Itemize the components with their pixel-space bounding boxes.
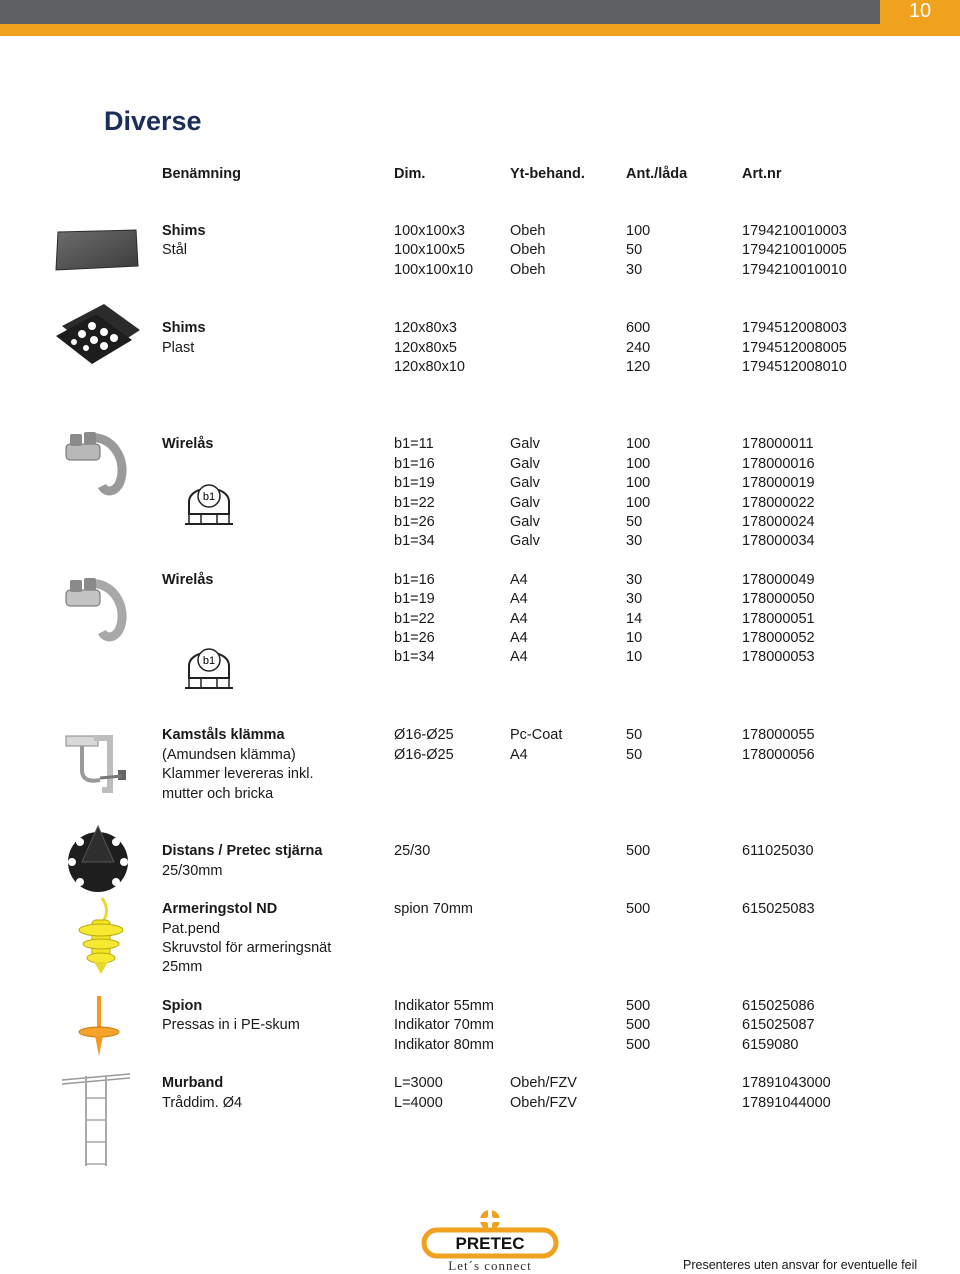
artnr-cell: 178000019 bbox=[742, 475, 815, 491]
artnr-cell: 17891043000 bbox=[742, 1075, 831, 1091]
surface-cell: A4 bbox=[510, 747, 528, 763]
wire-rope-clip-image bbox=[58, 572, 136, 644]
item-name: Shims bbox=[162, 320, 206, 336]
diagram-label: b1 bbox=[202, 491, 216, 503]
dim-cell: b1=11 bbox=[394, 436, 434, 452]
surface-cell: Galv bbox=[510, 456, 540, 472]
surface-cell: A4 bbox=[510, 630, 528, 646]
dim-cell: Indikator 70mm bbox=[394, 1017, 494, 1033]
dim-cell: b1=22 bbox=[394, 611, 435, 627]
qty-cell: 100 bbox=[626, 436, 651, 452]
rebar-clamp-image bbox=[64, 730, 130, 796]
dim-cell: L=3000 bbox=[394, 1075, 443, 1091]
qty-cell: 30 bbox=[626, 262, 643, 278]
header-name: Benämning bbox=[162, 166, 241, 182]
artnr-cell: 178000016 bbox=[742, 456, 815, 472]
dim-cell: b1=19 bbox=[394, 475, 435, 491]
surface-cell: A4 bbox=[510, 611, 528, 627]
item-name-line: Skruvstol för armeringsnät bbox=[162, 940, 332, 956]
clip-dimension-diagram bbox=[183, 640, 235, 692]
qty-cell: 14 bbox=[626, 611, 643, 627]
qty-cell: 500 bbox=[626, 1037, 651, 1053]
dim-cell: b1=34 bbox=[394, 649, 435, 665]
logo-tagline: Let´s connect bbox=[448, 1258, 532, 1273]
artnr-cell: 178000052 bbox=[742, 630, 815, 646]
dim-cell: 120x80x5 bbox=[394, 340, 457, 356]
item-name: Wirelås bbox=[162, 436, 214, 452]
qty-cell: 30 bbox=[626, 533, 643, 549]
surface-cell: Galv bbox=[510, 436, 540, 452]
qty-cell: 500 bbox=[626, 998, 651, 1014]
item-name: Armeringstol ND bbox=[162, 901, 278, 917]
dim-cell: Indikator 80mm bbox=[394, 1037, 494, 1053]
plastic-shim-plate-image bbox=[52, 300, 144, 368]
item-name: Wirelås bbox=[162, 572, 214, 588]
murband-ladder-image bbox=[58, 1068, 134, 1170]
footer-disclaimer: Presenteres uten ansvar for eventuelle feil bbox=[683, 1258, 918, 1272]
surface-cell: Obeh/FZV bbox=[510, 1095, 577, 1111]
dim-cell: spion 70mm bbox=[394, 901, 473, 917]
artnr-cell: 178000022 bbox=[742, 495, 815, 511]
artnr-cell: 1794512008005 bbox=[742, 340, 847, 356]
surface-cell: Galv bbox=[510, 495, 540, 511]
item-name-line: Tråddim. Ø4 bbox=[162, 1095, 243, 1111]
surface-cell: Obeh/FZV bbox=[510, 1075, 577, 1091]
item-name-line: Pat.pend bbox=[162, 921, 221, 937]
header-surface: Yt-behand. bbox=[510, 166, 585, 182]
item-name-line: 25/30mm bbox=[162, 863, 223, 879]
dim-cell: b1=16 bbox=[394, 572, 435, 588]
dim-cell: b1=22 bbox=[394, 495, 435, 511]
qty-cell: 500 bbox=[626, 843, 651, 859]
dim-cell: b1=19 bbox=[394, 591, 435, 607]
top-bar bbox=[0, 0, 960, 24]
item-name: Kamståls klämma bbox=[162, 727, 285, 743]
steel-shim-plate-image bbox=[52, 226, 142, 274]
artnr-cell: 178000056 bbox=[742, 747, 815, 763]
page-number: 10 bbox=[880, 0, 960, 36]
qty-cell: 30 bbox=[626, 591, 643, 607]
qty-cell: 10 bbox=[626, 649, 643, 665]
dim-cell: b1=34 bbox=[394, 533, 435, 549]
surface-cell: Galv bbox=[510, 475, 540, 491]
surface-cell: A4 bbox=[510, 591, 528, 607]
wire-rope-clip-image bbox=[58, 426, 136, 498]
qty-cell: 30 bbox=[626, 572, 643, 588]
artnr-cell: 1794512008003 bbox=[742, 320, 847, 336]
dim-cell: 120x80x3 bbox=[394, 320, 457, 336]
logo-name: PRETEC bbox=[455, 1234, 525, 1253]
artnr-cell: 615025087 bbox=[742, 1017, 815, 1033]
qty-cell: 600 bbox=[626, 320, 651, 336]
artnr-cell: 615025086 bbox=[742, 998, 815, 1014]
artnr-cell: 178000055 bbox=[742, 727, 815, 743]
artnr-cell: 615025083 bbox=[742, 901, 815, 917]
item-name-line: Klammer levereras inkl. bbox=[162, 766, 314, 782]
page-title: Diverse bbox=[104, 106, 202, 136]
artnr-cell: 1794210010010 bbox=[742, 262, 847, 278]
clip-dimension-diagram bbox=[183, 476, 235, 528]
spion-pin-image bbox=[76, 994, 122, 1058]
dim-cell: 120x80x10 bbox=[394, 359, 465, 375]
qty-cell: 240 bbox=[626, 340, 651, 356]
artnr-cell: 1794210010003 bbox=[742, 223, 847, 239]
artnr-cell: 178000024 bbox=[742, 514, 815, 530]
item-name: Shims bbox=[162, 223, 206, 239]
qty-cell: 500 bbox=[626, 901, 651, 917]
artnr-cell: 178000053 bbox=[742, 649, 815, 665]
qty-cell: 100 bbox=[626, 223, 651, 239]
artnr-cell: 178000050 bbox=[742, 591, 815, 607]
surface-cell: A4 bbox=[510, 572, 528, 588]
dim-cell: 100x100x10 bbox=[394, 262, 474, 278]
surface-cell: Obeh bbox=[510, 223, 546, 239]
dim-cell: Indikator 55mm bbox=[394, 998, 494, 1014]
header-dim: Dim. bbox=[394, 166, 426, 182]
surface-cell: Galv bbox=[510, 533, 540, 549]
item-name-line: (Amundsen klämma) bbox=[162, 747, 296, 763]
qty-cell: 500 bbox=[626, 1017, 651, 1033]
artnr-cell: 6159080 bbox=[742, 1037, 799, 1053]
dim-cell: b1=26 bbox=[394, 514, 435, 530]
surface-cell: Galv bbox=[510, 514, 540, 530]
dim-cell: L=4000 bbox=[394, 1095, 443, 1111]
qty-cell: 50 bbox=[626, 242, 643, 258]
dim-cell: Ø16-Ø25 bbox=[394, 747, 454, 763]
item-name: Murband bbox=[162, 1075, 224, 1091]
item-name: Distans / Pretec stjärna bbox=[162, 843, 323, 859]
qty-cell: 100 bbox=[626, 456, 651, 472]
qty-cell: 100 bbox=[626, 495, 651, 511]
header-qty: Ant./låda bbox=[626, 166, 688, 182]
surface-cell: Obeh bbox=[510, 242, 546, 258]
dim-cell: b1=16 bbox=[394, 456, 435, 472]
accent-bar bbox=[0, 24, 960, 36]
qty-cell: 50 bbox=[626, 514, 643, 530]
dim-cell: 100x100x5 bbox=[394, 242, 465, 258]
surface-cell: A4 bbox=[510, 649, 528, 665]
item-name: Spion bbox=[162, 998, 203, 1014]
dim-cell: 100x100x3 bbox=[394, 223, 465, 239]
surface-cell: Pc-Coat bbox=[510, 727, 563, 743]
qty-cell: 50 bbox=[626, 747, 643, 763]
artnr-cell: 178000051 bbox=[742, 611, 815, 627]
artnr-cell: 1794512008010 bbox=[742, 359, 847, 375]
logo-emblem-icon bbox=[480, 1210, 500, 1230]
dim-cell: b1=26 bbox=[394, 630, 435, 646]
artnr-cell: 1794210010005 bbox=[742, 242, 847, 258]
artnr-cell: 178000011 bbox=[742, 436, 814, 452]
artnr-cell: 611025030 bbox=[742, 843, 814, 859]
dim-cell: Ø16-Ø25 bbox=[394, 727, 454, 743]
artnr-cell: 178000034 bbox=[742, 533, 815, 549]
qty-cell: 100 bbox=[626, 475, 651, 491]
qty-cell: 10 bbox=[626, 630, 643, 646]
star-spacer-image bbox=[60, 822, 136, 894]
item-name-line: Pressas in i PE-skum bbox=[162, 1017, 300, 1033]
item-name-line: mutter och bricka bbox=[162, 786, 274, 802]
dim-cell: 25/30 bbox=[394, 843, 431, 859]
qty-cell: 50 bbox=[626, 727, 643, 743]
header-artnr: Art.nr bbox=[742, 166, 782, 182]
item-name-line: Plast bbox=[162, 340, 195, 356]
item-name-line: 25mm bbox=[162, 959, 203, 975]
artnr-cell: 178000049 bbox=[742, 572, 815, 588]
diagram-label: b1 bbox=[202, 655, 216, 667]
artnr-cell: 17891044000 bbox=[742, 1095, 831, 1111]
surface-cell: Obeh bbox=[510, 262, 546, 278]
item-name-line: Stål bbox=[162, 242, 187, 258]
qty-cell: 120 bbox=[626, 359, 651, 375]
pretec-logo bbox=[420, 1208, 600, 1274]
rebar-chair-image bbox=[74, 896, 128, 976]
